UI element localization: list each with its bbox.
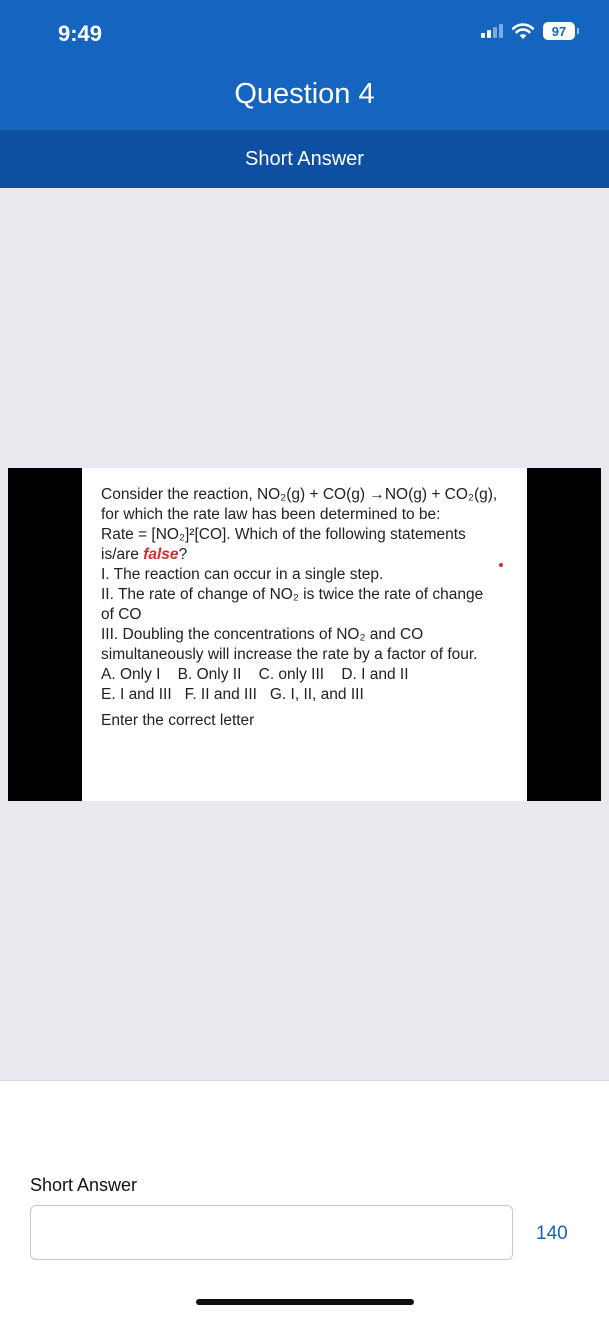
app-header xyxy=(0,0,609,130)
question-rate-line: Rate = [NO₂]²[CO]. Which of the following statements xyxy=(101,526,466,543)
wifi-icon xyxy=(511,22,535,40)
question-image xyxy=(8,468,601,801)
question-text-panel xyxy=(82,468,527,801)
isare-suffix: ? xyxy=(178,546,188,563)
options-line-1: A. Only I B. Only II C. only III D. I and II xyxy=(101,666,409,683)
statement-2-line-2: of CO xyxy=(101,606,142,623)
page-title: Question 4 xyxy=(234,78,375,110)
short-answer-input[interactable] xyxy=(30,1205,513,1260)
character-count: 140 xyxy=(536,1223,568,1244)
statement-1: I. The reaction can occur in a single step. xyxy=(101,566,384,583)
question-content xyxy=(0,188,609,1080)
battery-icon: 97 xyxy=(543,22,575,40)
question-instruction: Enter the correct letter xyxy=(101,712,255,729)
statement-2-line-1: II. The rate of change of NO₂ is twice the rate of change xyxy=(101,586,484,603)
status-time: 9:49 xyxy=(58,21,103,46)
question-type-header: Short Answer xyxy=(0,130,609,188)
cellular-signal-icon xyxy=(481,24,503,38)
red-dot-mark xyxy=(499,563,503,567)
options-line-2: E. I and III F. II and III G. I, II, and III xyxy=(101,686,364,703)
question-intro-line-1: Consider the reaction, NO₂(g) + CO(g) →NO(g) + CO₂(g), xyxy=(101,486,498,503)
home-indicator[interactable] xyxy=(196,1299,414,1305)
question-intro-line-2: for which the rate law has been determined to be: xyxy=(101,506,441,523)
false-emphasis: false xyxy=(143,546,179,563)
isare-prefix: is/are xyxy=(101,546,144,563)
statement-3-line-1: III. Doubling the concentrations of NO₂ and CO xyxy=(101,626,424,643)
status-icons xyxy=(481,22,575,40)
question-isare-line xyxy=(101,545,517,565)
answer-label: Short Answer xyxy=(30,1175,138,1195)
answer-section xyxy=(0,1080,609,1318)
statement-3-line-2: simultaneously will increase the rate by a factor of four. xyxy=(101,646,478,663)
